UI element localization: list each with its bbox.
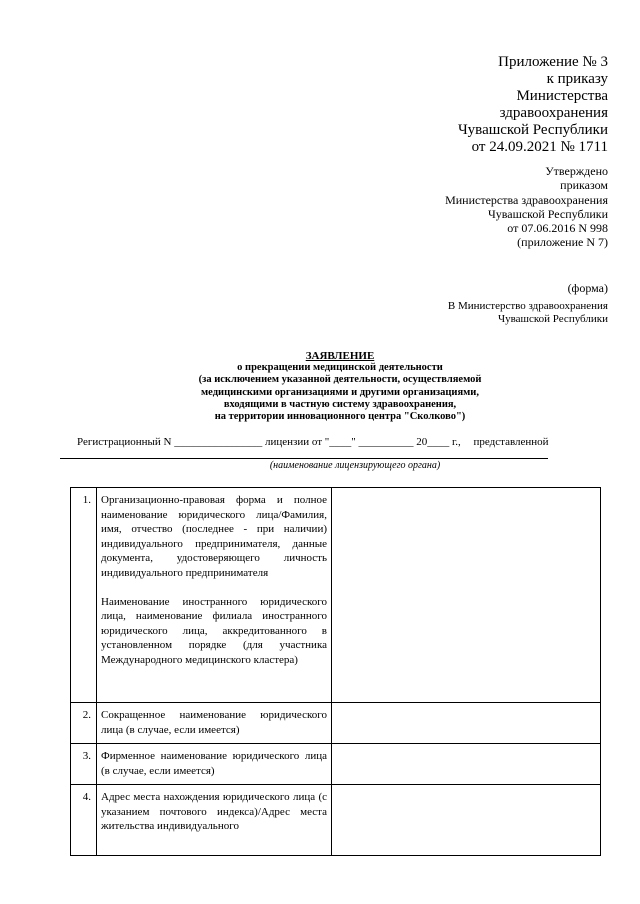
registration-line bbox=[77, 436, 557, 448]
row-description: Адрес места нахождения юридического лица (с указанием почтового индекса)/Адрес места жительства индивидуального bbox=[97, 785, 332, 856]
recipient-line: Чувашской Республики bbox=[497, 313, 608, 325]
title-main: ЗАЯВЛЕНИЕ bbox=[305, 350, 375, 362]
recipient-block bbox=[448, 300, 608, 326]
table-row bbox=[71, 488, 601, 703]
registration-tail: представленной bbox=[473, 436, 549, 448]
row-description: Сокращенное наименование юридического лица (в случае, если имеется) bbox=[97, 703, 332, 744]
appendix-line: Приложение № 3 bbox=[498, 54, 608, 70]
application-table bbox=[70, 487, 601, 856]
row-description bbox=[97, 488, 332, 703]
row-value-field[interactable] bbox=[332, 488, 601, 703]
title-line: о прекращении медицинской деятельности bbox=[237, 362, 443, 374]
title-line: (за исключением указанной деятельности, осуществляемой bbox=[198, 374, 482, 386]
title-line: входящими в частную систему здравоохранения, bbox=[223, 398, 457, 410]
row-description: Фирменное наименование юридического лица (в случае, если имеется) bbox=[97, 744, 332, 785]
row-number: 1. bbox=[71, 488, 97, 703]
appendix-header bbox=[458, 54, 608, 156]
appendix-line: от 24.09.2021 № 1711 bbox=[471, 139, 608, 155]
row-value-field[interactable] bbox=[332, 744, 601, 785]
row-number: 3. bbox=[71, 744, 97, 785]
approved-line: от 07.06.2016 N 998 bbox=[507, 221, 608, 236]
table-row bbox=[71, 785, 601, 856]
licensing-body-hint: (наименование лицензирующего органа) bbox=[269, 460, 441, 471]
appendix-line: Министерства bbox=[516, 88, 608, 104]
title-line: медицинскими организациями и другими организациями, bbox=[201, 386, 479, 398]
approved-line: (приложение N 7) bbox=[517, 235, 608, 250]
registration-text: Регистрационный N ________________ лицензии от "____" __________ 20____ г., bbox=[77, 436, 461, 448]
registration-rule bbox=[60, 458, 548, 459]
row-text: Наименование иностранного юридического лица, наименование филиала иностранного юридического лица, аккредитованного в установленном порядке (для участника Международного медицинского кластера) bbox=[101, 595, 327, 666]
appendix-line: к приказу bbox=[546, 71, 608, 87]
approved-line: Утверждено bbox=[545, 164, 608, 178]
approved-line: Чувашской Республики bbox=[487, 206, 608, 221]
appendix-line: Чувашской Республики bbox=[457, 122, 608, 138]
form-label: (форма) bbox=[567, 281, 608, 295]
row-value-field[interactable] bbox=[332, 703, 601, 744]
approved-header bbox=[445, 164, 608, 250]
recipient-line: В Министерство здравоохранения bbox=[447, 300, 608, 312]
title-line: на территории инновационного центра "Сколково") bbox=[214, 411, 466, 423]
appendix-line: здравоохранения bbox=[499, 105, 608, 121]
row-value-field[interactable] bbox=[332, 785, 601, 856]
row-number: 2. bbox=[71, 703, 97, 744]
row-number: 4. bbox=[71, 785, 97, 856]
approved-line: приказом bbox=[560, 178, 608, 193]
approved-line: Министерства здравоохранения bbox=[445, 192, 608, 207]
table-row bbox=[71, 744, 601, 785]
row-text: Организационно-правовая форма и полное наименование юридического лица/Фамилия, имя, отчество (последнее - при наличии) индивидуального предпринимателя, данные документа, удостоверяющего личность индивидуального предпринимателя bbox=[101, 494, 327, 579]
document-title bbox=[60, 350, 620, 423]
table-row bbox=[71, 703, 601, 744]
